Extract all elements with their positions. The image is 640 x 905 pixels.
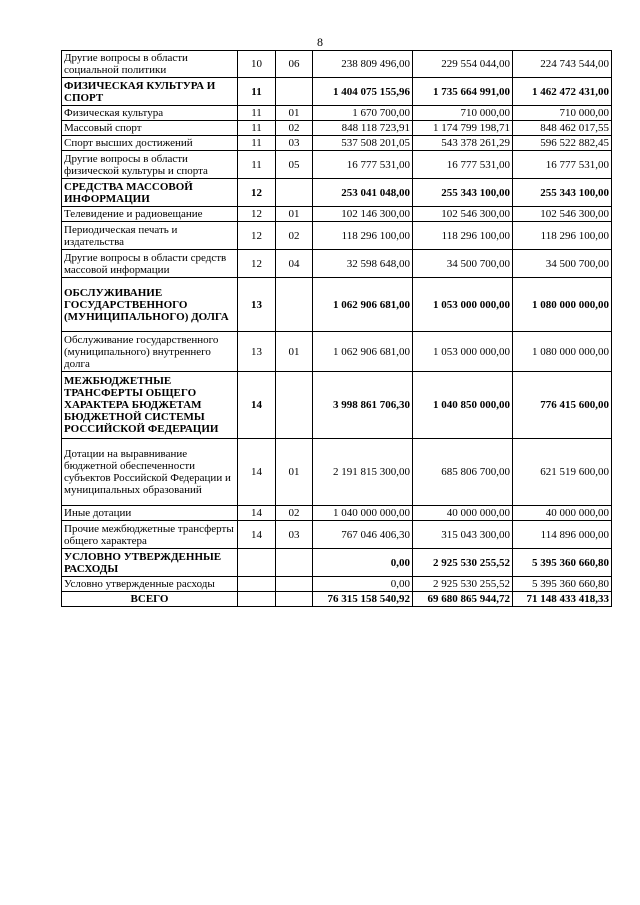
row-section-code: 11 — [238, 106, 276, 121]
table-row — [62, 506, 612, 521]
row-name: Спорт высших достижений — [62, 136, 238, 151]
row-section-code: 10 — [238, 51, 276, 78]
row-section-code: 13 — [238, 332, 276, 372]
row-value-1: 238 809 496,00 — [313, 51, 413, 78]
row-subsection-code — [276, 78, 313, 106]
row-subsection-code: 05 — [276, 151, 313, 179]
table-row — [62, 151, 612, 179]
row-section-code — [238, 549, 276, 577]
row-value-3: 255 343 100,00 — [513, 179, 612, 207]
total-label: ВСЕГО — [62, 592, 238, 607]
row-value-2: 118 296 100,00 — [413, 222, 513, 250]
row-value-2: 2 925 530 255,52 — [413, 577, 513, 592]
budget-table-body — [62, 51, 612, 607]
row-name: СРЕДСТВА МАССОВОЙ ИНФОРМАЦИИ — [62, 179, 238, 207]
table-row — [62, 549, 612, 577]
row-value-2: 229 554 044,00 — [413, 51, 513, 78]
row-value-2: 685 806 700,00 — [413, 439, 513, 506]
table-row — [62, 106, 612, 121]
row-value-2: 255 343 100,00 — [413, 179, 513, 207]
row-subsection-code: 01 — [276, 332, 313, 372]
row-value-1: 32 598 648,00 — [313, 250, 413, 278]
row-value-3: 1 080 000 000,00 — [513, 278, 612, 332]
row-subsection-code: 01 — [276, 207, 313, 222]
total-value-1: 76 315 158 540,92 — [313, 592, 413, 607]
row-name: Массовый спорт — [62, 121, 238, 136]
row-value-1: 767 046 406,30 — [313, 521, 413, 549]
row-value-2: 102 546 300,00 — [413, 207, 513, 222]
row-value-2: 1 053 000 000,00 — [413, 278, 513, 332]
row-value-1: 0,00 — [313, 549, 413, 577]
row-value-2: 40 000 000,00 — [413, 506, 513, 521]
table-row — [62, 207, 612, 222]
row-value-1: 537 508 201,05 — [313, 136, 413, 151]
table-row — [62, 222, 612, 250]
row-name: МЕЖБЮДЖЕТНЫЕ ТРАНСФЕРТЫ ОБЩЕГО ХАРАКТЕРА БЮДЖЕТАМ БЮДЖЕТНОЙ СИСТЕМЫ РОССИЙСКОЙ ФЕДЕРАЦИИ — [62, 372, 238, 439]
row-value-1: 848 118 723,91 — [313, 121, 413, 136]
row-value-1: 118 296 100,00 — [313, 222, 413, 250]
row-subsection-code: 02 — [276, 222, 313, 250]
table-row — [62, 521, 612, 549]
row-subsection-code: 02 — [276, 121, 313, 136]
row-value-1: 0,00 — [313, 577, 413, 592]
total-subsection-empty — [276, 592, 313, 607]
table-row — [62, 51, 612, 78]
row-section-code: 13 — [238, 278, 276, 332]
row-value-1: 1 040 000 000,00 — [313, 506, 413, 521]
row-value-1: 1 404 075 155,96 — [313, 78, 413, 106]
row-subsection-code: 03 — [276, 521, 313, 549]
row-name: УСЛОВНО УТВЕРЖДЕННЫЕ РАСХОДЫ — [62, 549, 238, 577]
row-section-code: 12 — [238, 207, 276, 222]
row-section-code: 11 — [238, 121, 276, 136]
row-value-2: 1 040 850 000,00 — [413, 372, 513, 439]
row-name: Прочие межбюджетные трансферты общего характера — [62, 521, 238, 549]
row-value-3: 1 080 000 000,00 — [513, 332, 612, 372]
row-value-2: 1 053 000 000,00 — [413, 332, 513, 372]
table-row — [62, 136, 612, 151]
row-value-2: 315 043 300,00 — [413, 521, 513, 549]
total-row — [62, 592, 612, 607]
row-name: ФИЗИЧЕСКАЯ КУЛЬТУРА И СПОРТ — [62, 78, 238, 106]
row-value-3: 596 522 882,45 — [513, 136, 612, 151]
row-value-2: 2 925 530 255,52 — [413, 549, 513, 577]
row-value-3: 34 500 700,00 — [513, 250, 612, 278]
row-section-code: 14 — [238, 439, 276, 506]
row-name: Периодическая печать и издательства — [62, 222, 238, 250]
row-name: Физическая культура — [62, 106, 238, 121]
row-section-code: 12 — [238, 222, 276, 250]
row-value-2: 1 735 664 991,00 — [413, 78, 513, 106]
row-subsection-code — [276, 549, 313, 577]
row-value-3: 5 395 360 660,80 — [513, 577, 612, 592]
page-number: 8 — [317, 35, 323, 49]
table-row — [62, 577, 612, 592]
row-value-1: 253 041 048,00 — [313, 179, 413, 207]
row-value-1: 16 777 531,00 — [313, 151, 413, 179]
table-row — [62, 332, 612, 372]
row-section-code: 11 — [238, 136, 276, 151]
row-name: Другие вопросы в области средств массовой информации — [62, 250, 238, 278]
row-value-1: 3 998 861 706,30 — [313, 372, 413, 439]
table-row — [62, 372, 612, 439]
row-value-2: 1 174 799 198,71 — [413, 121, 513, 136]
row-section-code: 12 — [238, 250, 276, 278]
row-section-code: 14 — [238, 372, 276, 439]
row-value-1: 1 062 906 681,00 — [313, 332, 413, 372]
row-value-3: 776 415 600,00 — [513, 372, 612, 439]
row-name: Другие вопросы в области социальной политики — [62, 51, 238, 78]
row-value-3: 16 777 531,00 — [513, 151, 612, 179]
row-value-3: 118 296 100,00 — [513, 222, 612, 250]
row-value-3: 114 896 000,00 — [513, 521, 612, 549]
row-subsection-code: 02 — [276, 506, 313, 521]
row-subsection-code: 01 — [276, 106, 313, 121]
row-section-code: 12 — [238, 179, 276, 207]
row-section-code: 11 — [238, 151, 276, 179]
budget-table — [61, 50, 612, 607]
row-value-3: 621 519 600,00 — [513, 439, 612, 506]
row-name: Дотации на выравнивание бюджетной обеспеченности субъектов Российской Федерации и муниципальных образований — [62, 439, 238, 506]
total-value-3: 71 148 433 418,33 — [513, 592, 612, 607]
row-name: Условно утвержденные расходы — [62, 577, 238, 592]
row-subsection-code — [276, 372, 313, 439]
row-name: Обслуживание государственного (муниципального) внутреннего долга — [62, 332, 238, 372]
row-value-3: 710 000,00 — [513, 106, 612, 121]
row-subsection-code: 03 — [276, 136, 313, 151]
row-name: Иные дотации — [62, 506, 238, 521]
row-value-3: 848 462 017,55 — [513, 121, 612, 136]
row-value-1: 102 146 300,00 — [313, 207, 413, 222]
row-subsection-code: 01 — [276, 439, 313, 506]
row-value-1: 1 062 906 681,00 — [313, 278, 413, 332]
table-row — [62, 439, 612, 506]
total-value-2: 69 680 865 944,72 — [413, 592, 513, 607]
row-value-3: 102 546 300,00 — [513, 207, 612, 222]
row-subsection-code — [276, 577, 313, 592]
row-value-1: 1 670 700,00 — [313, 106, 413, 121]
row-subsection-code: 06 — [276, 51, 313, 78]
total-section-empty — [238, 592, 276, 607]
row-subsection-code: 04 — [276, 250, 313, 278]
row-subsection-code — [276, 278, 313, 332]
row-value-2: 710 000,00 — [413, 106, 513, 121]
row-value-3: 1 462 472 431,00 — [513, 78, 612, 106]
row-name: Другие вопросы в области физической культуры и спорта — [62, 151, 238, 179]
row-name: Телевидение и радиовещание — [62, 207, 238, 222]
table-row — [62, 78, 612, 106]
row-section-code — [238, 577, 276, 592]
row-value-3: 224 743 544,00 — [513, 51, 612, 78]
row-name: ОБСЛУЖИВАНИЕ ГОСУДАРСТВЕННОГО (МУНИЦИПАЛЬНОГО) ДОЛГА — [62, 278, 238, 332]
table-row — [62, 121, 612, 136]
row-section-code: 11 — [238, 78, 276, 106]
row-value-2: 543 378 261,29 — [413, 136, 513, 151]
row-value-3: 40 000 000,00 — [513, 506, 612, 521]
table-row — [62, 250, 612, 278]
row-value-1: 2 191 815 300,00 — [313, 439, 413, 506]
table-row — [62, 179, 612, 207]
row-value-3: 5 395 360 660,80 — [513, 549, 612, 577]
row-value-2: 16 777 531,00 — [413, 151, 513, 179]
table-row — [62, 278, 612, 332]
row-value-2: 34 500 700,00 — [413, 250, 513, 278]
row-section-code: 14 — [238, 521, 276, 549]
row-subsection-code — [276, 179, 313, 207]
row-section-code: 14 — [238, 506, 276, 521]
